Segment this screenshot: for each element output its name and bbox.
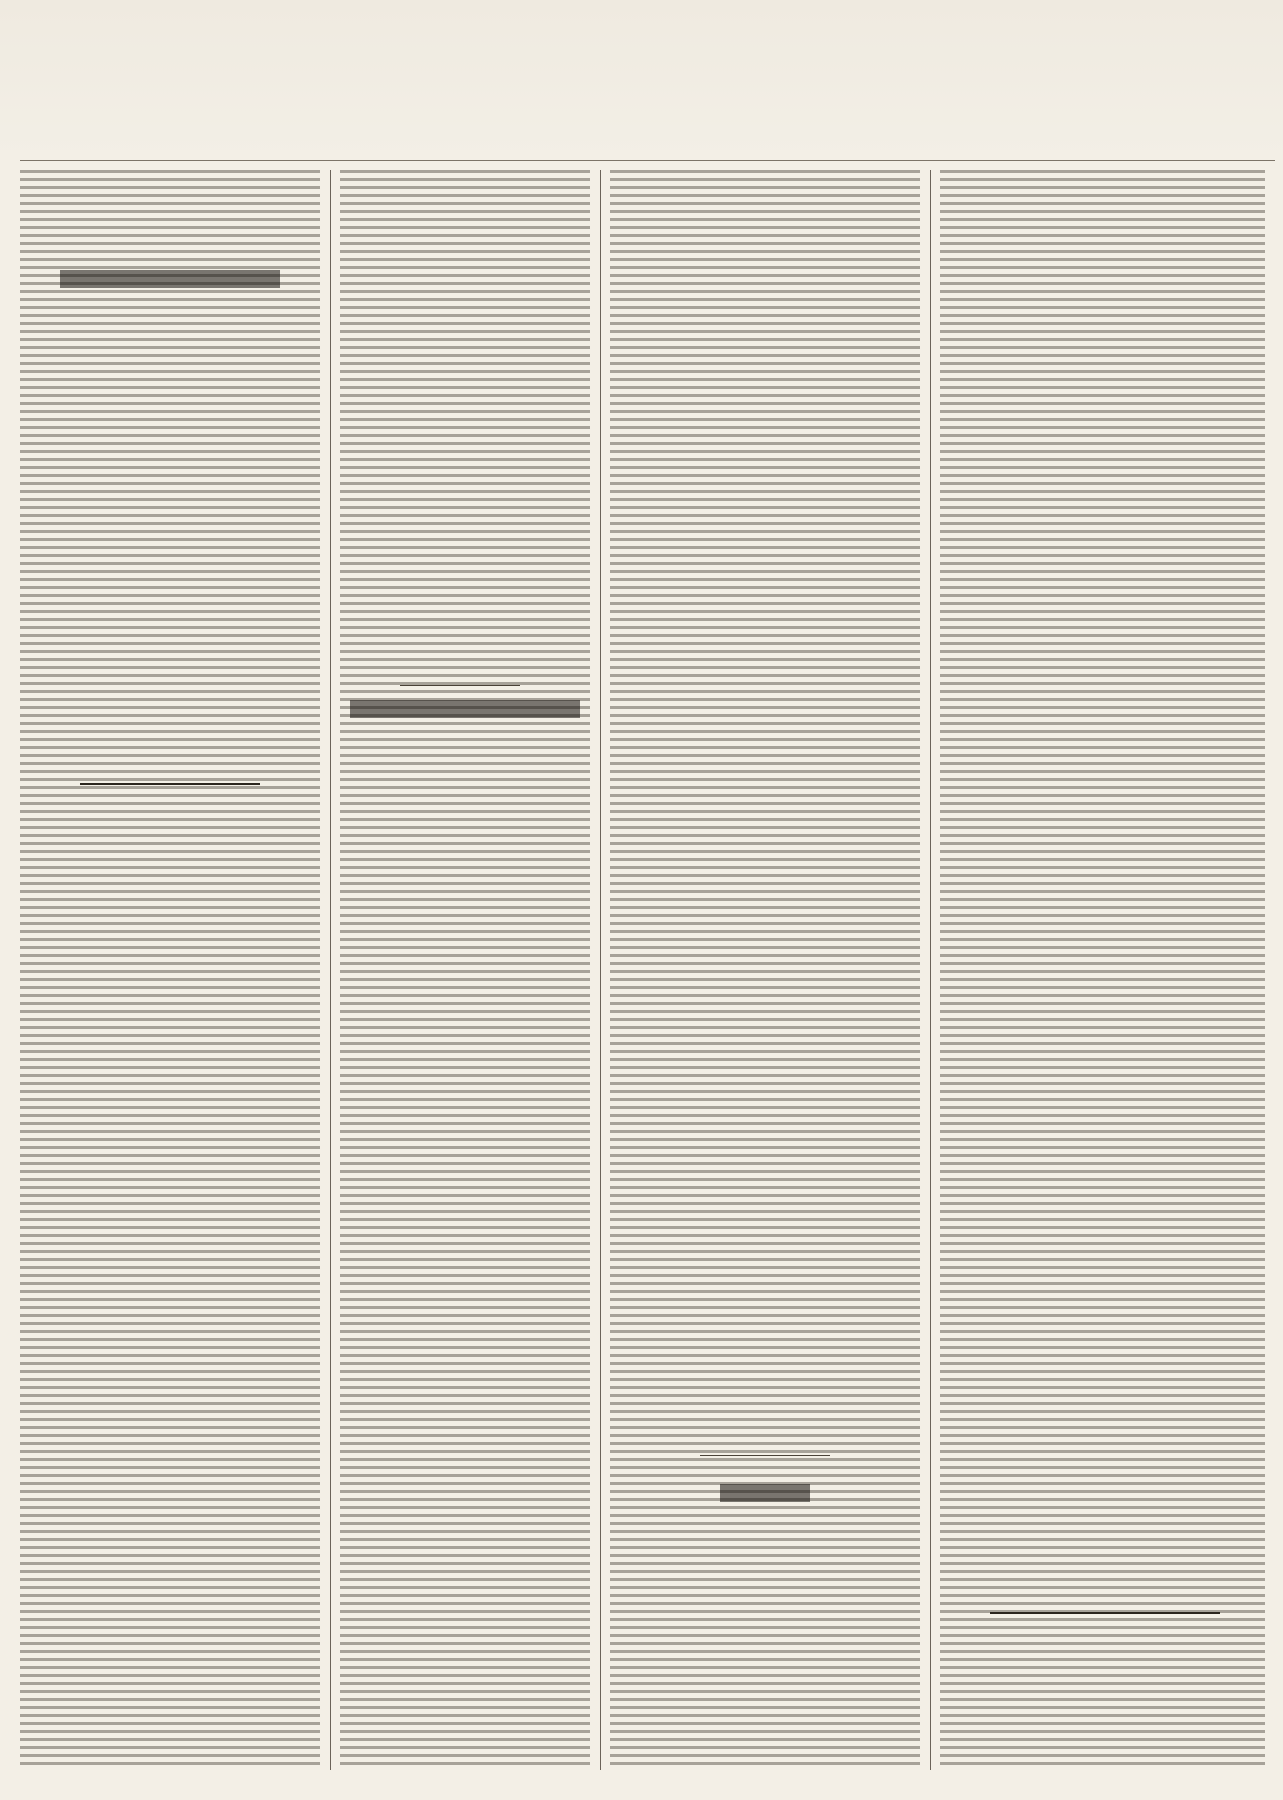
section-divider bbox=[990, 1612, 1220, 1614]
column-rule-1 bbox=[930, 170, 931, 1770]
section-heading bbox=[60, 270, 280, 288]
column-4 bbox=[20, 170, 320, 1770]
column-2-text bbox=[610, 170, 920, 1770]
header-rule bbox=[20, 160, 1275, 161]
column-rule-3 bbox=[330, 170, 331, 1770]
section-heading bbox=[720, 1484, 810, 1502]
column-rule-2 bbox=[600, 170, 601, 1770]
page-header bbox=[0, 0, 1283, 160]
column-3-text bbox=[340, 170, 590, 1770]
section-divider bbox=[80, 783, 260, 785]
section-divider bbox=[700, 1455, 830, 1456]
column-2 bbox=[610, 170, 920, 1770]
column-4-text bbox=[20, 170, 320, 1770]
section-divider bbox=[400, 685, 520, 686]
section-heading bbox=[350, 700, 580, 718]
column-3 bbox=[340, 170, 590, 1770]
column-1-text bbox=[940, 170, 1265, 1770]
column-1 bbox=[940, 170, 1265, 1770]
